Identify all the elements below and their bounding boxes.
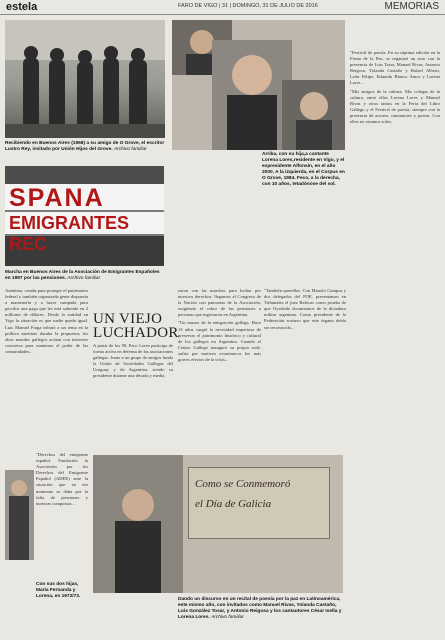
article-headline [93,311,179,341]
caption-photo1 [5,141,165,153]
paragraph-col2-item19: "Un museo de la emigración gallega. Hace 13 años surgió la necesidad imperiosa de preservar el patrimonio histórico y cultural de los gallegos en Argentina. Cuando el Centro Gallego inauguró su propia sede, sufría por motivos económicos los más graves efectos de la crisis... [178,320,261,363]
article-column-4 [264,288,346,448]
article-column-2 [93,343,173,453]
paragraph-left-intro: Anónima, creada para proteger el patrimonio federal y también organizada gente dispuesta a mantenerla y a hacer campaña para percibir una paga que les está saliendo en 2 millones de dólares. Desde la entidad en Vigo la situación es que nadie queda igual. Luis Manuel Fraga tributó a un tema en la política mientras duraba la propuesta; los altos mandos gallegos actúan con intereses concretos para mantener el poder de las comunidades... [5,288,88,354]
article-column-left [5,288,88,448]
photo-march-banner [5,166,164,266]
page-header [0,0,445,15]
caption-photo5-credit: Archivo familiar [211,615,244,620]
brand-logo: estela [6,1,38,13]
caption-photo4-text: Con sus dos hijas, María Fernanda y Lorena, en 1972/73. [36,582,81,599]
paragraph-col3-intro: zaron con las marchas para luchar por nuestros derechos: llegamos al Congreso de la Nación con pancartas de la Asociación, exigiendo el cobro de las pensiones a personas que ingresaron en Argentina. [178,288,261,318]
photo-daughters [5,470,34,560]
headline-line2: LUCHADOR [93,325,179,341]
paragraph-col4-item28: "Festival de poesía. En su séptima edición en la Fiesta de la Paz, se organizó un acto con la presencia de Luis Tosar, Manuel Rivas, Antonio Reigosa, Yolanda Castaño y Rafael Alberti, León Felipe, Eduardo Blanco Amor y Lorena Lores... [350,50,440,86]
photo-group-buenos-aires [5,20,165,138]
paragraph-col3-item20: "También querellas. Con Manolo Campos y dos delegados del POE, presentamos en Tribunales el juez Rafecas como prueba de que Oyarbide documentos de la dictadura militar argentina. Como presidente de la Federación sostuvo que este órgano debía ser reconocido... [264,288,346,330]
poster-line1: Como se Conmemoró [195,478,291,490]
headline-line1: UN VIEJO [93,311,163,327]
photo-speech [93,455,343,593]
event-poster [188,467,330,539]
photo-daughters-figures [5,470,34,560]
banner-text-1: SPANA [9,184,105,212]
caption-photo2 [262,152,345,188]
caption-photo2-text: Arriba, con su hija,a cantante Lorena Lores,residente en Vigo, y el expresidente Alfonsín, en el año 2000. A la izquierda, en el Corpus en O Grove, 1984. Feco, a la derecha, con 10 años, tetadónose del sol. [262,152,345,187]
photo-portrait-collage [172,20,345,150]
photo-portraits [172,20,345,150]
article-column-right [350,50,440,570]
paragraph-left-item: "Derechos del emigrante español. Fundación la Asociación por los Derechos del Emigrante Español (ADEE) ante la situación que en ese momento se daba por la falta de pensiones y nuestras conquistas... [36,452,88,506]
issue-date: FARO DE VIGO | 31 | DOMINGO, 31 DE JULIO DE 2016 [178,3,318,9]
photo-figures [5,20,165,138]
caption-photo3-text: Marcha en Buenos Aires de la Asociación de Emigrantes Españoles en 1997 por las pensiones. [5,270,160,281]
article-column-left-bottom [36,452,88,580]
caption-photo3-credit: Archivo familiar [67,276,101,281]
caption-photo1-credit: Archivo familiar [113,147,147,152]
article-column-3 [178,288,261,448]
paragraph-col2-intro: A partir de los 90, Paco Lores participa de forma activa en defensa de las asociaciones gallegas. Junto a un grupo de amigos funda la Unión de Sociedades Gallegas del Uruguay y de Argentina, siendo su presidente durante una década y media. [93,343,173,379]
caption-photo3 [5,270,164,282]
caption-photo1-text: Recibiendo en Buenos Aires (1968) a su amigo de O Grove, el escritor Lustro Rey, invitado por Unión Hijos del Grove. [5,141,165,152]
poster-line2: el Día de Galicia [195,498,272,510]
caption-photo5-text: Dando un discurso en un recital de poesía por la paz en Latinoamérica, este mismo año, con invitados como Manuel Rivas, Yolanda Castaño, Luis González Tosar, y Antonio Reigosa y los cantautores César Isella y Lorena Lores. [178,597,342,620]
caption-photo5 [178,597,344,621]
paragraph-col4-item29: "Mis amigos de la cultura. Mis colegas de la cultura, entre ellos Lorena Lores y Manuel Rivas y otros tantos en la Feria del Libro Gallego y el Festival de poesía, siempre con la presencia de actores, cantautores y poetas. Con ellos no estamos solos. [350,88,440,125]
banner-text-2: EMIGRANTES REC [9,213,130,254]
caption-photo4 [36,582,91,600]
section-title: MEMORIAS [384,1,439,12]
